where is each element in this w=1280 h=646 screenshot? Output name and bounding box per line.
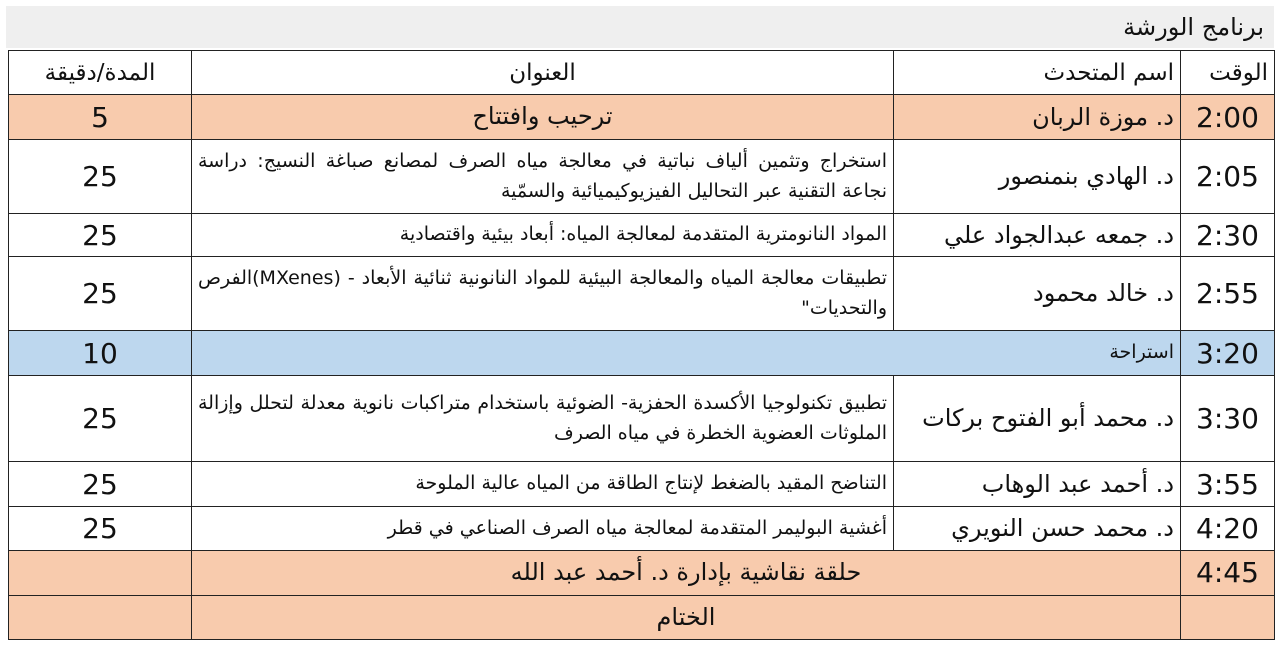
- row-title: المواد النانومترية المتقدمة لمعالجة المياه: أبعاد بيئية واقتصادية: [192, 214, 894, 256]
- row-duration: 25: [9, 214, 192, 256]
- header-time: الوقت: [1181, 51, 1275, 95]
- row-speaker: د. محمد حسن النويري: [894, 506, 1181, 550]
- row-duration: 25: [9, 256, 192, 331]
- row-duration: 25: [9, 506, 192, 550]
- table-header-row: [9, 51, 1275, 95]
- row-time: 4:20: [1181, 506, 1275, 550]
- row-time: 2:00: [1181, 95, 1275, 139]
- table-row: [9, 331, 1275, 375]
- row-speaker: د. جمعه عبدالجواد علي: [894, 214, 1181, 256]
- row-duration: 5: [9, 95, 192, 139]
- table-row: [9, 139, 1275, 214]
- row-title: استخراج وتثمين ألياف نباتية في معالجة مياه الصرف لمصانع صباغة النسيج: دراسة نجاعة التقنية عبر التحاليل الفيزيوكيميائية والسمّية: [192, 139, 894, 214]
- row-duration: 10: [9, 331, 192, 375]
- row-speaker: د. خالد محمود: [894, 256, 1181, 331]
- row-duration: 25: [9, 375, 192, 462]
- row-duration-empty: [9, 551, 192, 595]
- row-title: التناضح المقيد بالضغط لإنتاج الطاقة من المياه عالية الملوحة: [192, 462, 894, 506]
- table-row: [9, 214, 1275, 256]
- header-speaker: اسم المتحدث: [894, 51, 1181, 95]
- row-duration: 25: [9, 462, 192, 506]
- row-title: تطبيق تكنولوجيا الأكسدة الحفزية- الضوئية باستخدام متراكبات نانوية معدلة لتحلل وإزالة الملوثات العضوية الخطرة في مياه الصرف: [192, 375, 894, 462]
- row-duration-empty: [9, 595, 192, 639]
- row-time: 3:55: [1181, 462, 1275, 506]
- schedule-table: [8, 50, 1275, 640]
- table-row: [9, 95, 1275, 139]
- row-title: حلقة نقاشية بإدارة د. أحمد عبد الله: [192, 551, 1181, 595]
- table-row: [9, 462, 1275, 506]
- row-time: 3:30: [1181, 375, 1275, 462]
- row-title: استراحة: [192, 331, 1181, 375]
- table-row: [9, 256, 1275, 331]
- header-duration: المدة/دقيقة: [9, 51, 192, 95]
- row-time: 2:55: [1181, 256, 1275, 331]
- row-time: 4:45: [1181, 551, 1275, 595]
- row-duration: 25: [9, 139, 192, 214]
- row-time-empty: [1181, 595, 1275, 639]
- row-time: 2:05: [1181, 139, 1275, 214]
- row-speaker: د. الهادي بنمنصور: [894, 139, 1181, 214]
- table-row: [9, 506, 1275, 550]
- row-title: تطبيقات معالجة المياه والمعالجة البيئية للمواد النانونية ثنائية الأبعاد - (MXenes)الفرص والتحديات": [192, 256, 894, 331]
- row-speaker: د. محمد أبو الفتوح بركات: [894, 375, 1181, 462]
- table-row: [9, 595, 1275, 639]
- header-title: العنوان: [192, 51, 894, 95]
- table-row: [9, 551, 1275, 595]
- row-title: الختام: [192, 595, 1181, 639]
- row-time: 3:20: [1181, 331, 1275, 375]
- row-speaker: د. أحمد عبد الوهاب: [894, 462, 1181, 506]
- row-title: ترحيب وافتتاح: [192, 95, 894, 139]
- page-title: برنامج الورشة: [6, 6, 1274, 48]
- row-title: أغشية البوليمر المتقدمة لمعالجة مياه الصرف الصناعي في قطر: [192, 506, 894, 550]
- row-time: 2:30: [1181, 214, 1275, 256]
- table-row: [9, 375, 1275, 462]
- row-speaker: د. موزة الربان: [894, 95, 1181, 139]
